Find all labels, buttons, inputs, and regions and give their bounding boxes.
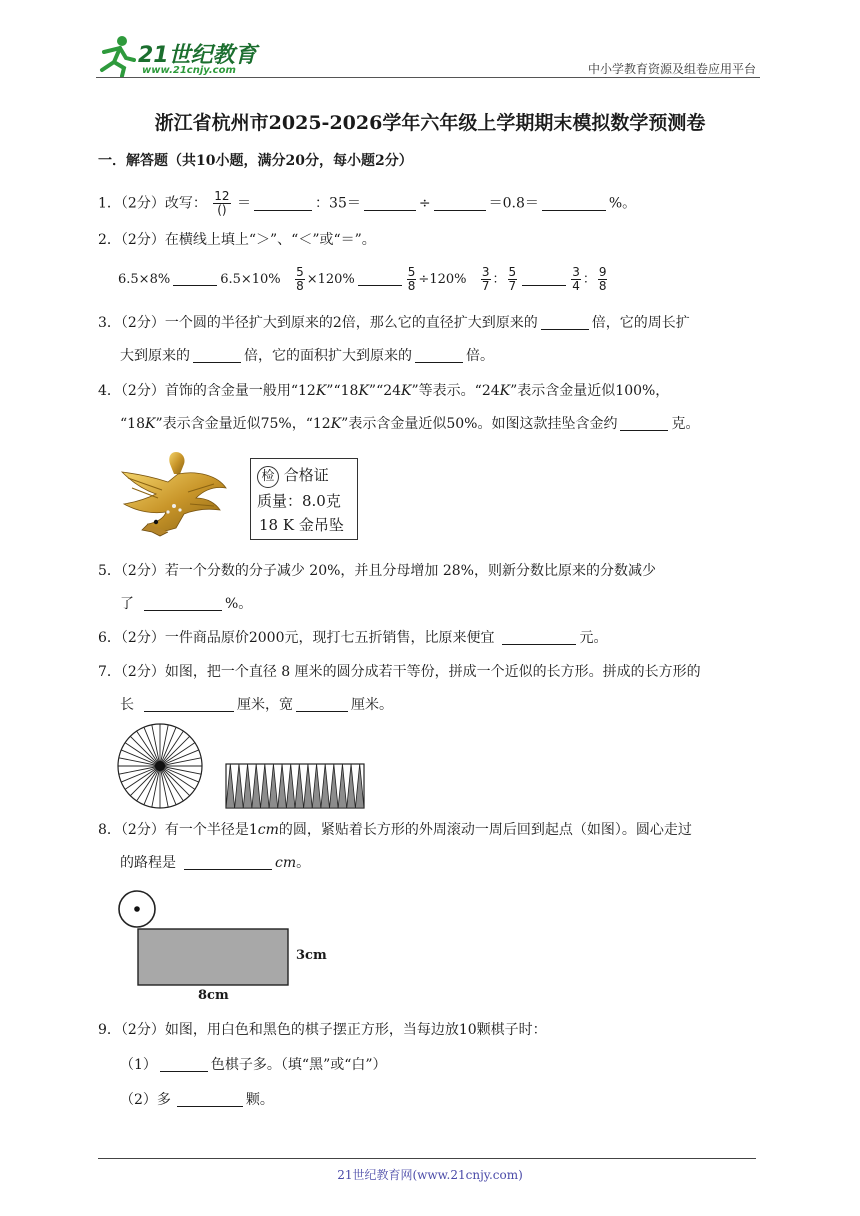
- answer-blank[interactable]: [144, 596, 222, 611]
- answer-blank[interactable]: [358, 271, 402, 286]
- circle-center: [155, 761, 165, 771]
- certificate-badge: 检: [257, 466, 279, 488]
- logo-url[interactable]: www.21cnjy.com: [142, 65, 236, 76]
- answer-blank[interactable]: [193, 348, 241, 363]
- answer-blank[interactable]: [415, 348, 463, 363]
- rectangle: [138, 929, 288, 985]
- eagle-pendant-image: [118, 448, 230, 542]
- rect-width-label: 8cm: [198, 988, 229, 1003]
- answer-blank[interactable]: [254, 196, 312, 211]
- circle-center-dot: [134, 906, 140, 912]
- question-9: 9．（2分）如图，用白色和黑色的棋子摆正方形，当每边放10颗棋子时：: [98, 1022, 547, 1038]
- section-heading: 一．解答题（共10小题，满分20分，每小题2分）: [98, 153, 413, 169]
- answer-blank[interactable]: [434, 196, 486, 211]
- certificate-type: 18 K 金吊坠: [259, 516, 344, 534]
- answer-blank[interactable]: [144, 697, 234, 712]
- question-4-cont: “18K”表示含金量近似75%，“12K”表示含金量近似50%。如图这款挂坠含金约 克。: [120, 416, 700, 432]
- question-7: 7．（2分）如图，把一个直径 8 厘米的圆分成若干等份，拼成一个近似的长方形。拼成的长方形的: [98, 664, 701, 680]
- question-5: 5．（2分）若一个分数的分子减少 20%，并且分母增加 28%，则新分数比原来的分数减少: [98, 563, 656, 579]
- quality-certificate: [250, 458, 358, 540]
- fraction: $\frac{12}{()}$: [214, 189, 230, 217]
- header-rule: [96, 77, 760, 78]
- answer-blank[interactable]: [160, 1057, 208, 1072]
- page-title: 浙江省杭州市2025-2026学年六年级上学期期末模拟数学预测卷: [154, 112, 706, 134]
- question-2: 2．（2分）在横线上填上“＞”、“＜”或“＝”。: [98, 232, 376, 248]
- site-logo: [96, 34, 266, 82]
- question-8: 8．（2分）有一个半径是1cm的圆，紧贴着长方形的外周滚动一周后回到起点（如图）。圆心走过: [98, 822, 692, 838]
- answer-blank[interactable]: [502, 630, 576, 645]
- answer-blank[interactable]: [620, 416, 668, 431]
- question-5-cont: 了 %。: [120, 596, 253, 612]
- answer-blank[interactable]: [364, 196, 416, 211]
- answer-blank[interactable]: [522, 271, 566, 286]
- question-3: 3．（2分）一个圆的半径扩大到原来的2倍，那么它的直径扩大到原来的 倍，它的周长扩: [98, 315, 690, 331]
- question-7-cont: 长 厘米，宽 厘米。: [120, 697, 393, 713]
- logo-text: 21世纪教育: [138, 43, 257, 68]
- runner-logo-icon: [96, 34, 136, 78]
- rect-height-label: 3cm: [296, 948, 327, 963]
- sector-rectangle-figure: [224, 762, 366, 810]
- question-3-cont: 大到原来的 倍，它的面积扩大到原来的 倍。: [120, 348, 494, 364]
- divided-circle-figure: [116, 722, 204, 810]
- footer-rule: [98, 1158, 756, 1159]
- answer-blank[interactable]: [296, 697, 348, 712]
- question-9-sub1: （1） 色棋子多。（填“黑”或“白”）: [120, 1057, 387, 1073]
- question-1: 1．（2分）改写： $\frac{12}{()}$ ＝ ：35＝ ÷ ＝0.8＝ %。: [98, 189, 637, 217]
- certificate-mass: 质量：8.0克: [257, 492, 341, 510]
- answer-blank[interactable]: [541, 315, 589, 330]
- footer-link[interactable]: 21世纪教育网(www.21cnjy.com): [337, 1168, 523, 1182]
- certificate-title: 合格证: [283, 466, 329, 484]
- question-9-sub2: （2）多 颗。: [120, 1092, 274, 1108]
- question-4: 4．（2分）首饰的含金量一般用“12K”“18K”“24K”等表示。“24K”表示含金量近似100%，: [98, 383, 670, 399]
- answer-blank[interactable]: [177, 1092, 243, 1107]
- question-8-cont: 的路程是 cm。: [120, 855, 311, 871]
- answer-blank[interactable]: [542, 196, 606, 211]
- header-platform-text: 中小学教育资源及组卷应用平台: [587, 62, 756, 76]
- answer-blank[interactable]: [173, 271, 217, 286]
- question-6: 6．（2分）一件商品原价2000元，现打七五折销售，比原来便宜 元。: [98, 630, 608, 646]
- question-2-items: 6.5×8% 6.5×10% $\frac{5}{8}$ ×120% $\frac{5}{8}$ ÷120% $\frac{3}{7}$ ： $\frac{5}{7}$ $\frac{3}{4}$ ： $\frac{9}{8}$: [118, 265, 607, 293]
- answer-blank[interactable]: [184, 855, 272, 870]
